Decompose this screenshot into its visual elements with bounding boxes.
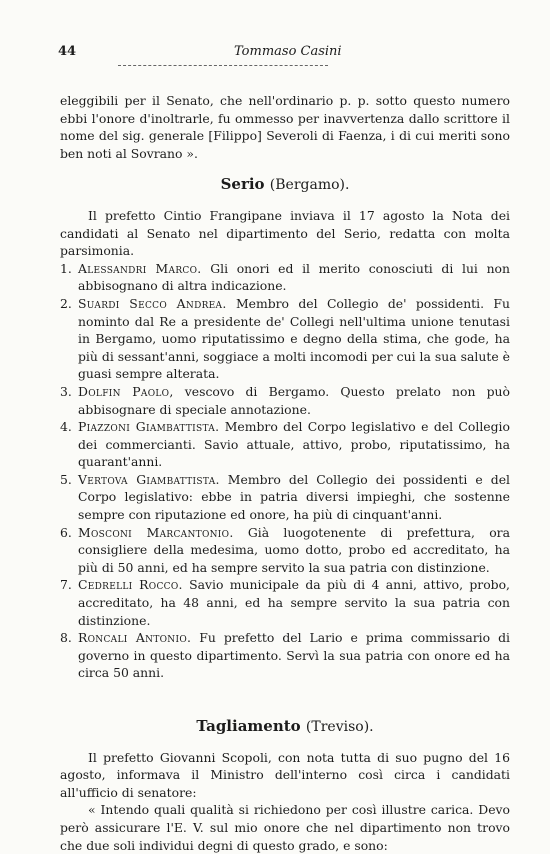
running-head: Tommaso Casini bbox=[234, 44, 342, 59]
candidate-description: Gli onori ed il merito conosciuti di lui non abbisognano di altra indicazione. bbox=[78, 260, 510, 294]
list-item-text bbox=[78, 418, 510, 471]
quoted-letter: « Intendo quali qualità si richiedono per così illustre carica. Devo però assicurare l'E. V. sul mio onore che nel dipartimento non trovo che due soli individui degni di questo grado, e sono: bbox=[60, 802, 510, 853]
continuation-paragraph: eleggibili per il Senato, che nell'ordinario p. p. sotto questo numero ebbi l'onore d'inoltrarle, fu ommesso per inavvertenza dallo scrittore il nome del sig. generale [Filippo] Severoli di Faenza, i di cui meriti sono ben noti al Sovrano ». bbox=[60, 93, 510, 161]
list-item bbox=[60, 295, 510, 383]
page-body bbox=[60, 92, 510, 854]
list-item-number: 2. bbox=[60, 295, 72, 311]
list-item-number: 6. bbox=[60, 524, 72, 540]
section-region: (Treviso). bbox=[305, 719, 374, 735]
list-item-text bbox=[78, 576, 510, 629]
candidate-name: Mosconi Marcantonio. bbox=[78, 524, 234, 540]
list-item-text bbox=[78, 260, 510, 295]
list-item bbox=[60, 260, 510, 295]
list-item-text bbox=[78, 629, 510, 682]
list-item bbox=[60, 524, 510, 577]
list-item bbox=[60, 576, 510, 629]
list-item-number: 1. bbox=[60, 260, 72, 276]
list-item-number: 5. bbox=[60, 471, 72, 487]
candidate-description: vescovo di Bergamo. Questo prelato non può abbisognare di speciale annotazione. bbox=[78, 383, 510, 417]
candidate-description: Membro del Collegio de' possidenti. Fu nominto dal Re a presidente de' Collegi nell'ultima unione tenutasi in Bergamo, uomo riputatissimo e degno della stima, che gode, ha più di sessant'anni, soggiace a molti incomodi per cui la sua salute è guasi sempre alterata. bbox=[78, 295, 510, 382]
candidate-description: Savio municipale da più di 4 anni, attivo, probo, accreditato, ha 48 anni, ed ha sempre servito la sua patria con distinzione. bbox=[78, 577, 510, 628]
candidate-name: Vertova Giambattista. bbox=[78, 471, 220, 487]
list-item bbox=[60, 629, 510, 682]
list-item bbox=[60, 471, 510, 524]
section-region: (Bergamo). bbox=[269, 177, 350, 194]
candidate-description: Membro del Collegio dei possidenti e del Corpo legislativo: ebbe in patria diversi impieghi, che sostenne sempre con riputazione ed onore, ha più di cinquant'anni. bbox=[78, 471, 510, 523]
list-item-number: 8. bbox=[60, 630, 72, 646]
candidate-description: Membro del Corpo legislativo e del Collegio dei commercianti. Savio attuale, attivo, probo, riputatissimo, ha quarant'anni. bbox=[78, 419, 510, 470]
candidate-description: Già luogotenente di prefettura, ora consigliere della medesima, uomo dotto, probo ed accreditato, ha più di 50 anni, ed ha sempre servito la sua patria con distinzione. bbox=[78, 524, 510, 575]
section-heading-tagliamento bbox=[60, 718, 510, 737]
section-title: Serio bbox=[220, 175, 265, 194]
list-item-text bbox=[78, 471, 510, 524]
candidate-description: Fu prefetto del Lario e prima commissario di governo in questo dipartimento. Servì la sua patria con onore ed ha circa 50 anni. bbox=[78, 630, 510, 681]
page-header bbox=[58, 44, 510, 62]
section-title: Tagliamento bbox=[196, 717, 301, 735]
candidate-name: Alessandri Marco. bbox=[78, 260, 202, 276]
candidate-name: Cedrelli Rocco. bbox=[78, 577, 183, 593]
candidate-name: Dolfin Paolo, bbox=[78, 383, 174, 399]
list-item-text bbox=[78, 295, 510, 383]
section-heading-serio bbox=[60, 176, 510, 195]
header-rule bbox=[118, 61, 328, 66]
list-item-number: 4. bbox=[60, 419, 72, 435]
list-item-number: 7. bbox=[60, 577, 72, 593]
candidate-name: Piazzoni Giambattista. bbox=[78, 419, 220, 435]
list-item bbox=[60, 383, 510, 418]
candidate-list bbox=[60, 260, 510, 682]
section-intro: Il prefetto Cintio Frangipane inviava il 17 agosto la Nota dei candidati al Senato nel dipartimento del Serio, redatta con molta parsimonia. bbox=[60, 207, 510, 259]
list-item-text bbox=[78, 383, 510, 418]
section-intro: Il prefetto Giovanni Scopoli, con nota tutta di suo pugno del 16 agosto, informava il Ministro dell'interno così circa i candidati all'ufficio di senatore: bbox=[60, 749, 510, 800]
candidate-name: Suardi Secco Andrea. bbox=[78, 295, 227, 311]
candidate-name: Roncali Antonio. bbox=[78, 630, 192, 646]
list-item-number: 3. bbox=[60, 383, 72, 399]
list-item-text bbox=[78, 524, 510, 577]
list-item bbox=[60, 418, 510, 471]
page-number: 44 bbox=[58, 44, 77, 59]
